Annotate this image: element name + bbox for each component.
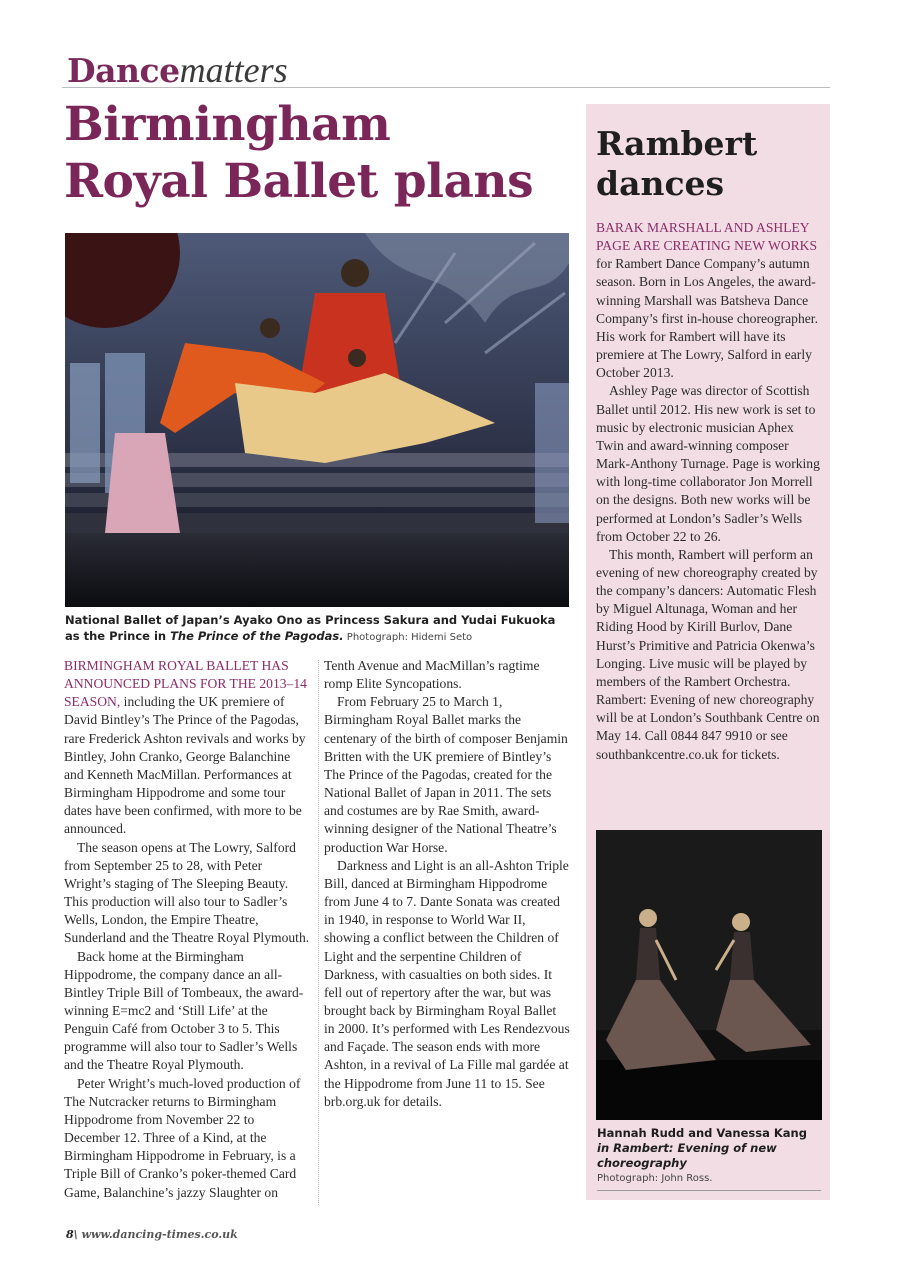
sidebar-photo-caption	[597, 1126, 821, 1186]
footer-url[interactable]: www.dancing-times.co.uk	[81, 1228, 238, 1241]
page-footer	[66, 1228, 238, 1241]
page-number: 8	[66, 1228, 74, 1241]
main-photo-caption	[65, 613, 569, 645]
sidebar-paragraph-3: This month, Rambert will perform an evening of new choreography created by the company’s dancers: Automatic Flesh by Miguel Altunaga, Woman and her Riding Hood by Kirill Burlov, Dane Hurst’s Primitive and Patricia Okenwa’s Longing. Live music will be played by members of the Rambert Orchestra. Rambert: Evening of new choreography will be at London’s Southbank Centre on May 14. Call 0844 847 9910 or see southbankcentre.co.uk for tickets.	[596, 546, 820, 762]
ballet-stage-illustration	[65, 233, 569, 607]
sidebar-photo-credit: Photograph: John Ross.	[597, 1173, 713, 1184]
section-heading-italic: matters	[179, 50, 288, 90]
ballet-stage-photo	[65, 233, 569, 607]
sidebar-photo-caption-title: in Rambert: Evening of new choreography	[597, 1141, 777, 1170]
main-photo-caption-text: National Ballet of Japan’s Ayako Ono as Princess Sakura and Yudai Fukuoka as the Prince in	[65, 613, 556, 643]
sidebar-lead: BARAK MARSHALL AND ASHLEY PAGE ARE CREATING NEW WORKS	[596, 220, 818, 254]
sidebar-title-line-1: Rambert	[596, 124, 758, 163]
sidebar-title-line-2: dances	[596, 164, 725, 203]
sidebar-title	[596, 124, 826, 204]
footer-separator: \	[73, 1228, 82, 1241]
article-paragraph-4: Peter Wright’s much-loved production of The Nutcracker returns to Birmingham Hippodrome from November 22 to December 12. Three of a Kind, at the Birmingham Hippodrome in February, is a Triple Bill of Cranko’s poker-themed Card Game, Balanchine’s jazzy Slaughter on Tenth Avenue and MacMillan’s ragtime romp Elite Syncopations.	[64, 658, 540, 1200]
article-lead: BIRMINGHAM ROYAL BALLET HAS ANNOUNCED PLANS FOR THE 2013–14 SEASON,	[64, 658, 307, 710]
header-divider	[62, 87, 830, 88]
sidebar-caption-rule	[597, 1190, 821, 1191]
rambert-dancers-illustration	[596, 830, 822, 1120]
article-title-line-2: Royal Ballet plans	[64, 154, 534, 209]
main-photo-credit: Photograph: Hidemi Seto	[343, 631, 473, 643]
article-paragraph-2: The season opens at The Lowry, Salford from September 25 to 28, with Peter Wright’s staging of The Sleeping Beauty. This production will also tour to Sadler’s Wells, London, the Empire Theatre, Sunderland and the Theatre Royal Plymouth.	[64, 839, 310, 946]
article-paragraph-1-text: including the UK premiere of David Bintley’s The Prince of the Pagodas, rare Frederick Ashton revivals and works by Bintley, John Cranko, George Balanchine and Kenneth MacMillan. Performances at Birmingham Hippodrome and some tour dates have been confirmed, with more to be announced.	[64, 694, 306, 837]
article-paragraph-3: Back home at the Birmingham Hippodrome, the company dance an all-Bintley Triple Bill of Tombeaux, the award-winning E=mc2 and ‘Still Life’ at the Penguin Café from October 3 to 5. This programme will also tour to Sadler’s Wells and the Theatre Royal Plymouth.	[64, 948, 304, 1073]
sidebar-photo-caption-names: Hannah Rudd and Vanessa Kang	[597, 1126, 807, 1140]
sidebar-body	[596, 219, 824, 764]
sidebar-paragraph-1-text: for Rambert Dance Company’s autumn season. Born in Los Angeles, the award-winning Marshall was Batsheva Dance Company’s first in-house choreographer. His work for Rambert will have its premiere at The Lowry, Salford in early October 2013.	[596, 256, 818, 381]
article-paragraph-1	[64, 657, 310, 839]
sidebar-paragraph-2: Ashley Page was director of Scottish Ballet until 2012. His new work is set to music by electronic musician Aphex Twin and award-winning composer Mark-Anthony Turnage. Page is working with long-time collaborator Jon Morrell on the designs. Both new works will be performed at London’s Sadler’s Wells from October 22 to 26.	[596, 383, 820, 544]
sidebar-paragraph-1	[596, 219, 824, 382]
article-title	[64, 96, 574, 210]
section-heading	[67, 50, 288, 92]
article-paragraph-5: From February 25 to March 1, Birmingham Royal Ballet marks the centenary of the birth of composer Benjamin Britten with the UK premiere of Bintley’s The Prince of the Pagodas, created for the National Ballet of Japan in 2011. The sets and costumes are by Rae Smith, award-winning designer of the National Theatre’s production War Horse.	[324, 694, 568, 855]
article-title-line-1: Birmingham	[64, 97, 391, 152]
main-photo-caption-title: The Prince of the Pagodas.	[170, 628, 344, 643]
article-body	[64, 657, 570, 1207]
article-paragraph-6: Darkness and Light is an all-Ashton Triple Bill, danced at Birmingham Hippodrome from June 4 to 7. Dante Sonata was created in 1940, in response to World War II, showing a conflict between the Children of Light and the serpentine Children of Darkness, with casualties on both sides. It fell out of repertory after the war, but was brought back by Birmingham Royal Ballet in 2000. It’s performed with Les Rendezvous and Façade. The season ends with more Ashton, in a revival of La Fille mal gardée at the Hippodrome from June 11 to 15. See brb.org.uk for details.	[324, 857, 570, 1109]
section-heading-bold: Dance	[67, 51, 180, 90]
rambert-dancers-photo	[596, 830, 822, 1120]
